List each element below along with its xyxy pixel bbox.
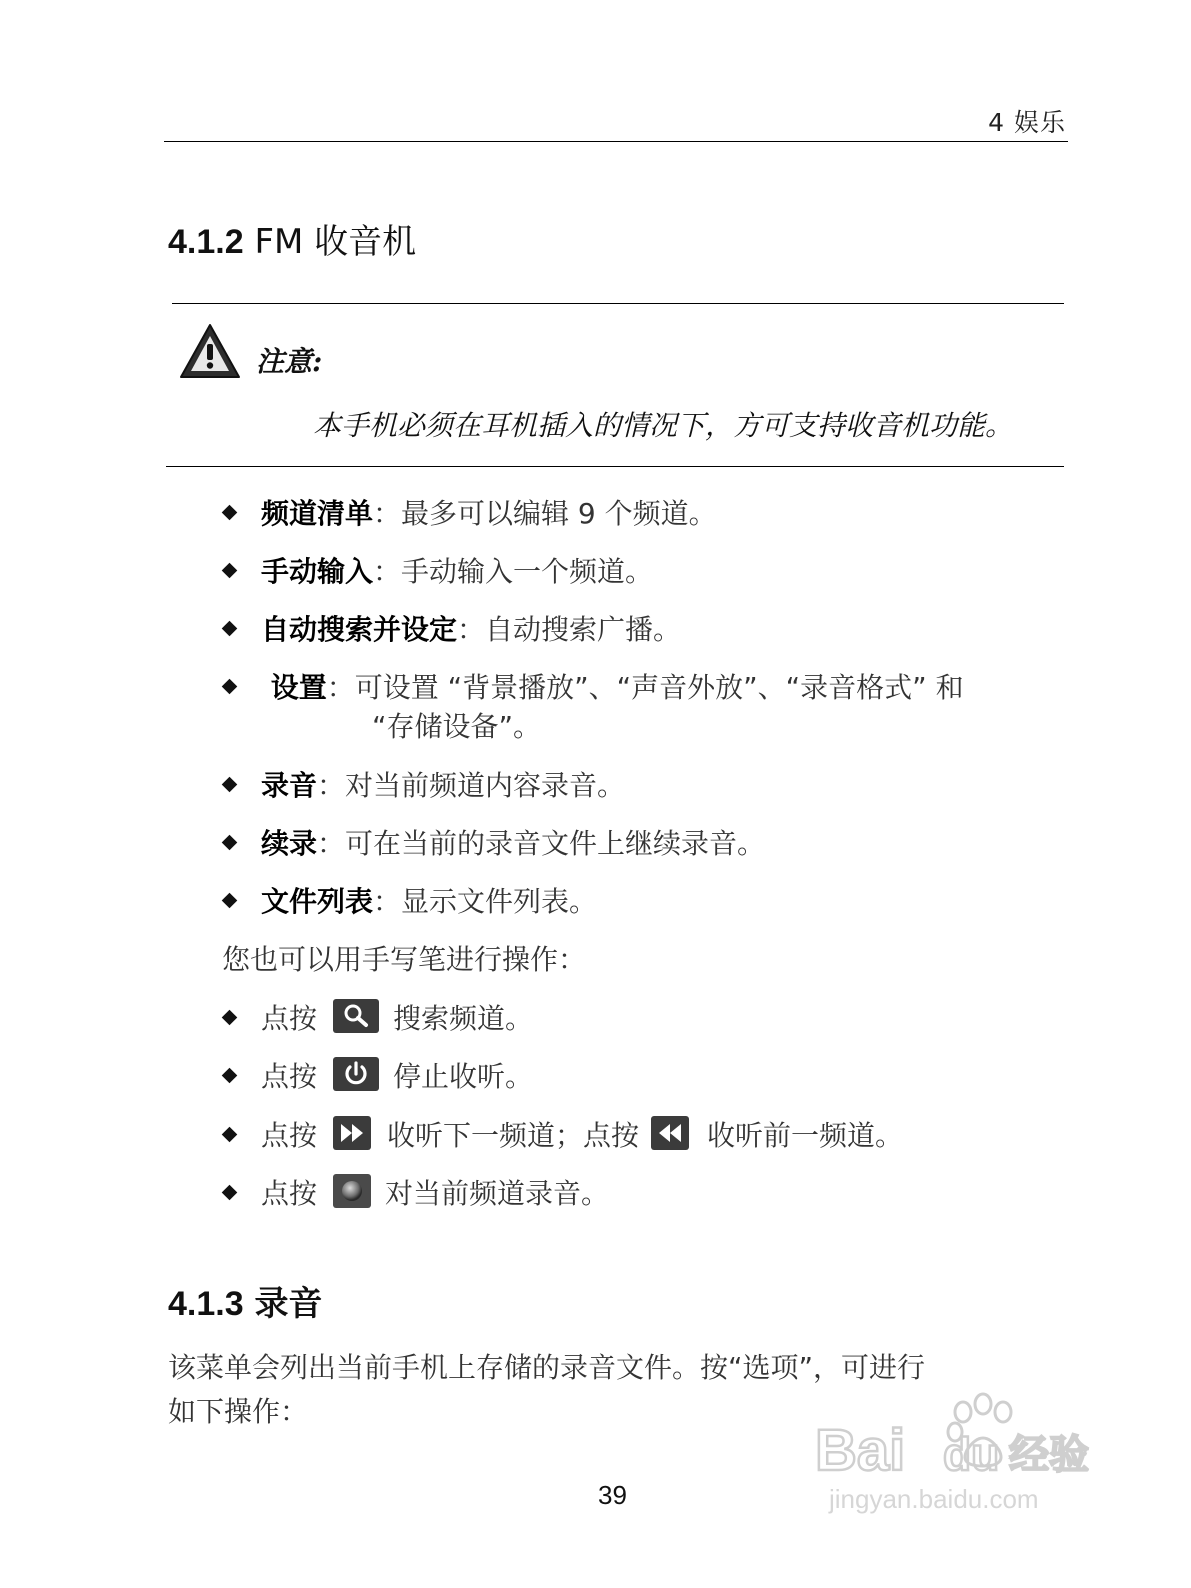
section-heading: FM 收音机: [254, 222, 417, 262]
note-top-rule: [172, 303, 1064, 304]
menu-term: 设置: [261, 671, 327, 704]
search-icon: [333, 999, 379, 1033]
list-item: [220, 666, 964, 706]
record-icon: [333, 1174, 371, 1208]
list-item: [220, 492, 717, 532]
svg-text:Bai: Bai: [815, 1418, 906, 1483]
rewind-icon: [651, 1116, 689, 1150]
list-item: [220, 764, 625, 804]
paragraph-line: 如下操作：: [168, 1395, 309, 1428]
bullet-diamond: [222, 835, 238, 851]
tap-prefix: 点按: [261, 1060, 318, 1093]
menu-desc: ：对当前频道内容录音。: [317, 769, 626, 802]
section-number: 4.1.3: [168, 1285, 244, 1323]
tap-action-text: 对当前频道录音。: [385, 1177, 610, 1210]
bullet-diamond: [222, 679, 238, 695]
power-icon: [333, 1057, 379, 1091]
menu-term: 文件列表: [261, 885, 374, 918]
tap-prefix: 点按: [261, 1177, 318, 1210]
stylus-intro: 您也可以用手写笔进行操作：: [222, 943, 587, 976]
note-label: 注意:: [256, 345, 323, 378]
svg-text:经验: 经验: [1009, 1432, 1089, 1478]
paragraph-line: 该菜单会列出当前手机上存储的录音文件。按“选项”，可进行: [168, 1351, 926, 1384]
header-rule: [164, 141, 1068, 142]
note-text: 本手机必须在耳机插入的情况下，方可支持收音机功能。: [313, 409, 1014, 442]
menu-desc: ：可设置 “背景播放”、“声音外放”、“录音格式” 和: [326, 671, 964, 704]
list-item: [220, 1114, 903, 1154]
bullet-diamond: [222, 1068, 238, 1084]
bullet-diamond: [222, 777, 238, 793]
menu-desc: ：最多可以编辑 9 个频道。: [373, 497, 717, 530]
bullet-diamond: [222, 1127, 238, 1143]
tap-action-text: 收听下一频道；点按: [387, 1119, 640, 1152]
menu-term: 手动输入: [261, 555, 374, 588]
list-item: [220, 608, 681, 648]
watermark-url: jingyan.baidu.com: [829, 1484, 1039, 1514]
list-item: [220, 550, 653, 590]
fast-forward-icon: [333, 1116, 371, 1150]
note-bottom-rule: [166, 466, 1064, 467]
menu-desc: ：手动输入一个频道。: [373, 555, 654, 588]
tap-action-text: 收听前一频道。: [707, 1119, 904, 1152]
list-item: [220, 880, 597, 920]
tap-prefix: 点按: [261, 1002, 318, 1035]
tap-action-text: 停止收听。: [393, 1060, 534, 1093]
list-item: [220, 1172, 609, 1212]
svg-text:du: du: [943, 1428, 1000, 1480]
section-number: 4.1.2: [168, 223, 244, 261]
page-number: 39: [598, 1480, 627, 1510]
menu-desc: ：自动搜索广播。: [457, 613, 682, 646]
baidu-watermark: [815, 1390, 1095, 1520]
list-item: [220, 822, 765, 862]
section-heading: 录音: [254, 1284, 323, 1324]
section-title-fm-radio: [168, 214, 416, 263]
tap-prefix: 点按: [261, 1119, 318, 1152]
menu-term: 频道清单: [261, 497, 374, 530]
menu-desc-continuation: “存储设备”。: [372, 710, 542, 743]
menu-term: 续录: [261, 827, 318, 860]
tap-action-text: 搜索频道。: [393, 1002, 534, 1035]
bullet-diamond: [222, 621, 238, 637]
menu-term: 自动搜索并设定: [261, 613, 458, 646]
menu-term: 录音: [261, 769, 318, 802]
bullet-diamond: [222, 563, 238, 579]
menu-desc: ：显示文件列表。: [373, 885, 598, 918]
bullet-diamond: [222, 505, 238, 521]
bullet-diamond: [222, 1010, 238, 1026]
list-item: [220, 1055, 533, 1095]
menu-desc: ：可在当前的录音文件上继续录音。: [317, 827, 766, 860]
list-item: [220, 997, 533, 1037]
warning-triangle-icon: [178, 322, 242, 380]
chapter-header: 4 娱乐: [988, 108, 1066, 137]
section-title-recording: [168, 1276, 322, 1325]
bullet-diamond: [222, 893, 238, 909]
bullet-diamond: [222, 1185, 238, 1201]
